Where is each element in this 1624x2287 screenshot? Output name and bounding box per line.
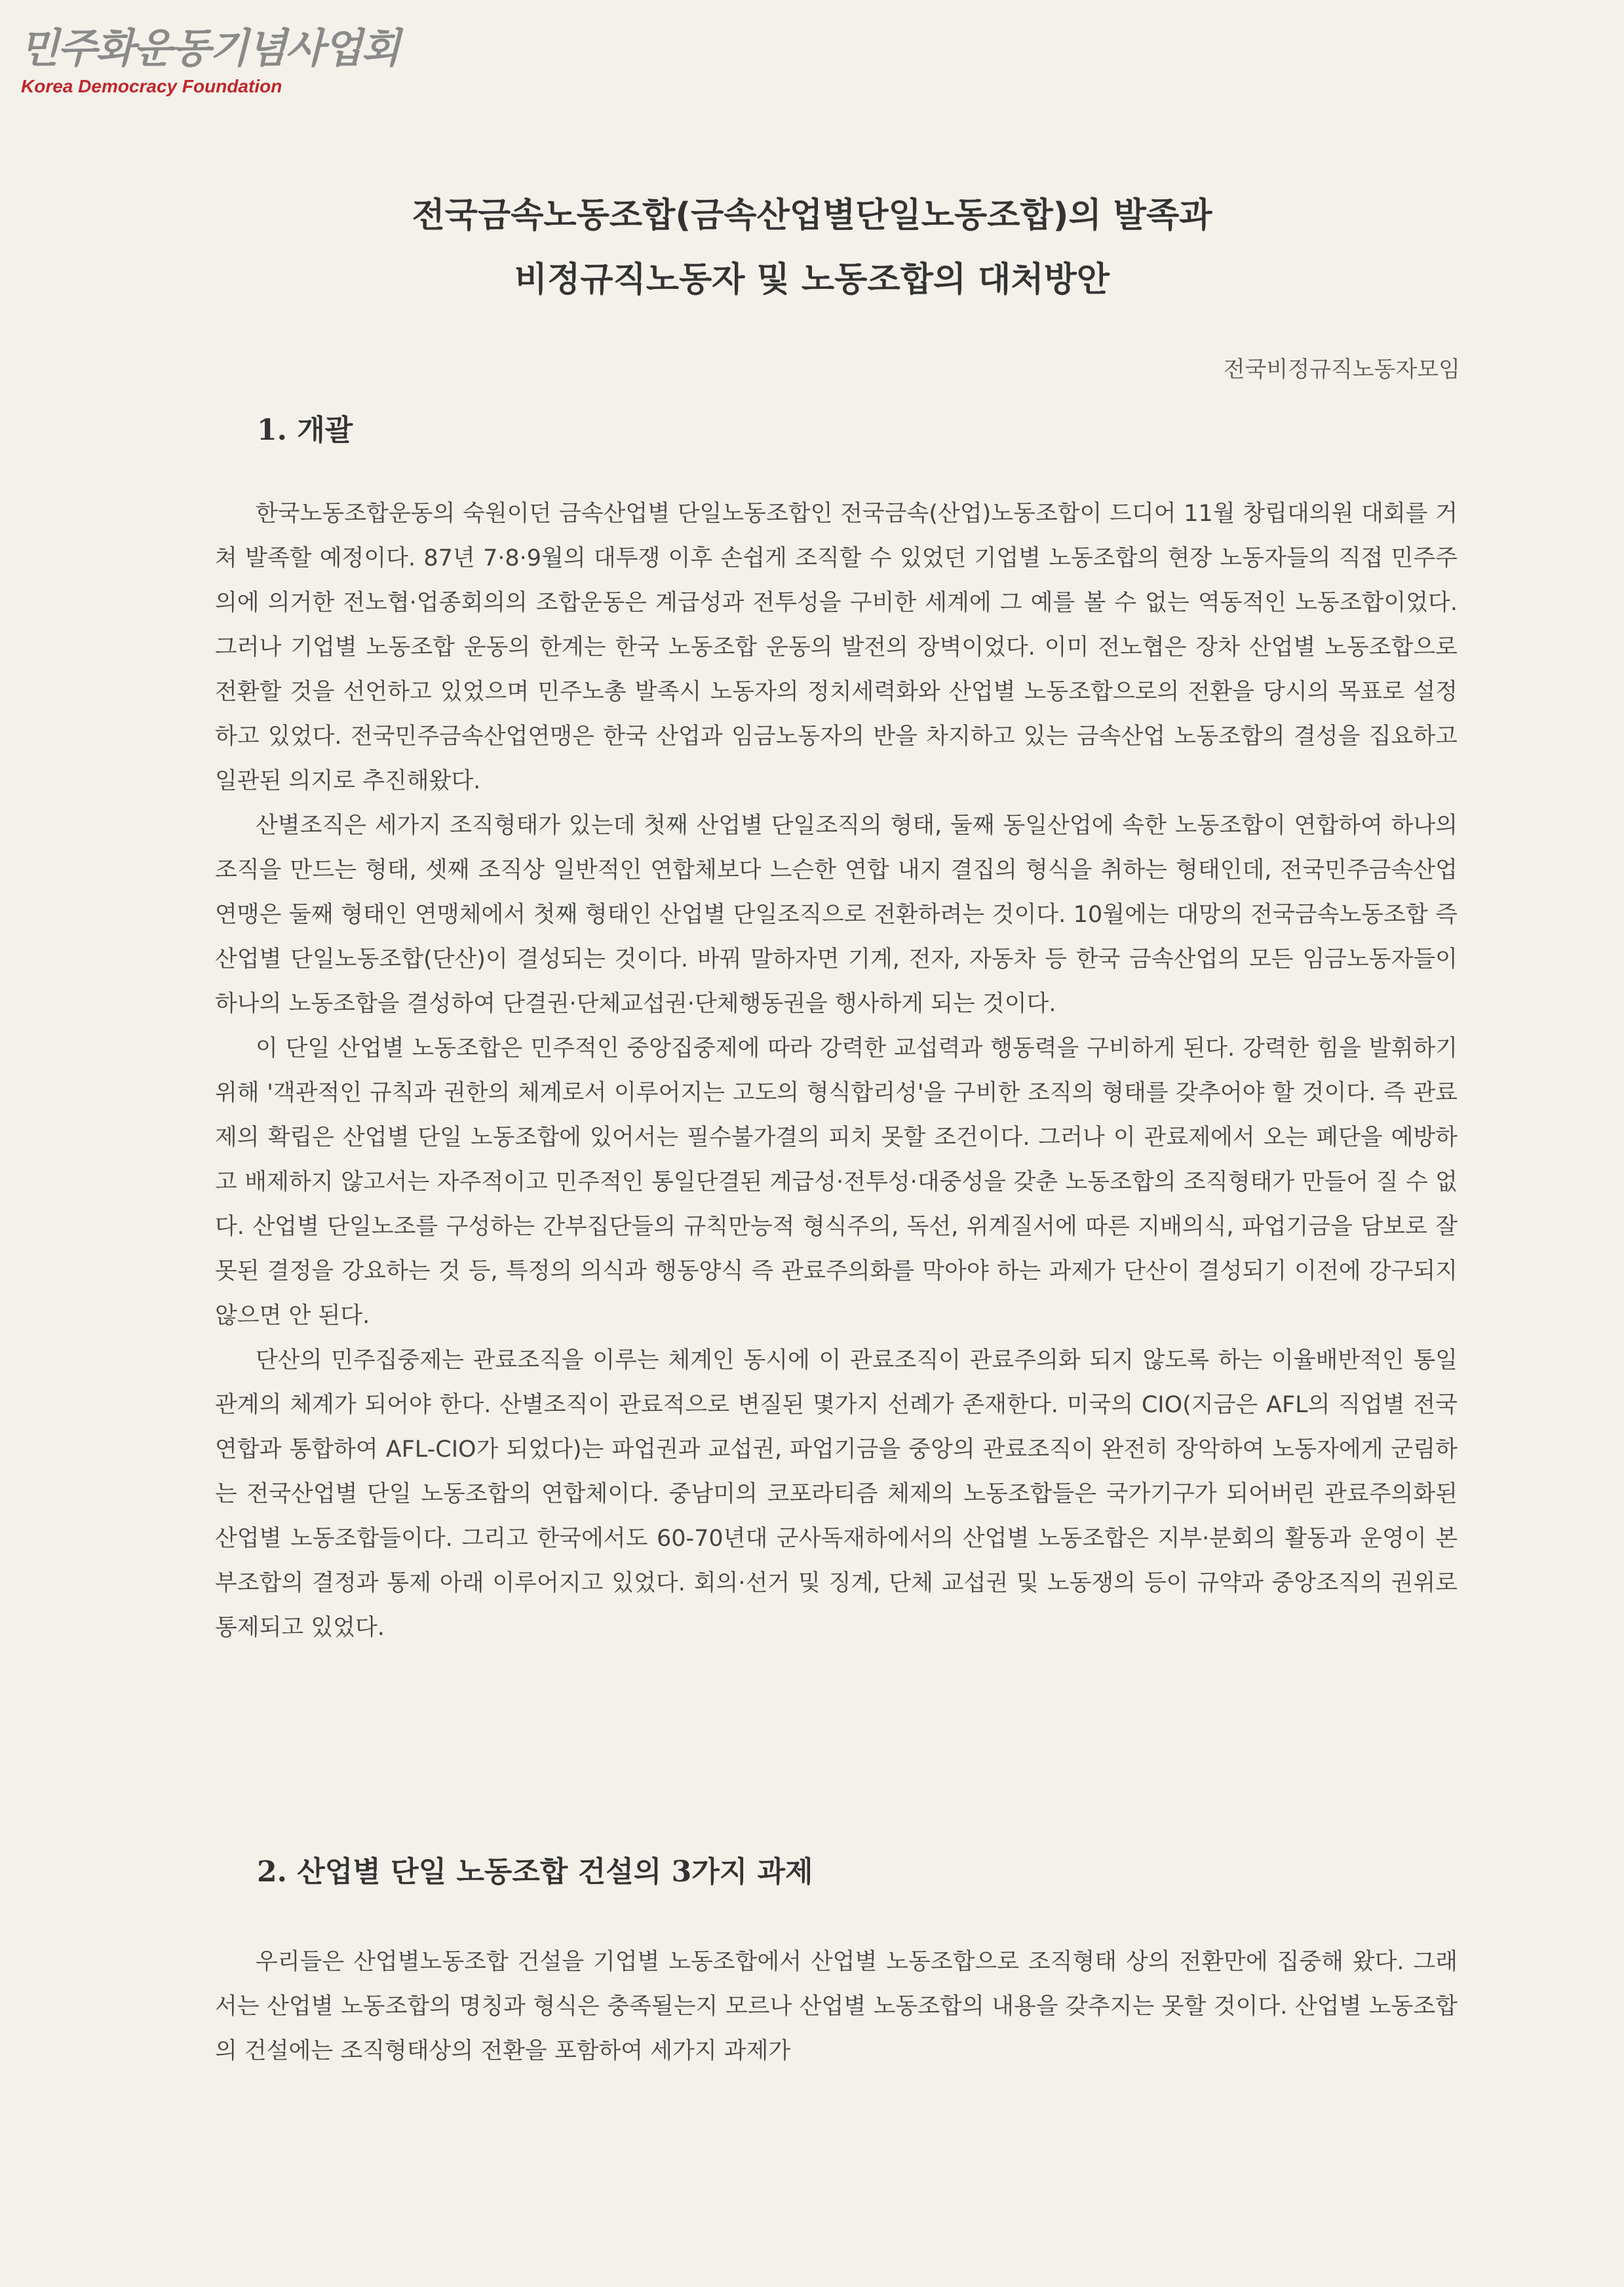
watermark-org-korean: 민주화운동기념사업회 <box>20 24 399 72</box>
paragraph: 우리들은 산업별노동조합 건설을 기업별 노동조합에서 산업별 노동조합으로 조직형태 상의 전환만에 집중해 왔다. 그래서는 산업별 노동조합의 명칭과 형식은 충족될는지 모르나 산업별 노동조합의 내용을 갖추지는 못할 것이다. 산업별 노동조합의 건설에는 조직형태상의 전환을 포함하여 세가지 과제가 <box>215 1949 1458 2064</box>
paragraph: 한국노동조합운동의 숙원이던 금속산업별 단일노동조합인 전국금속(산업)노동조합이 드디어 11월 창립대의원 대회를 거쳐 발족할 예정이다. 87년 7·8·9월의 대투쟁 이후 손쉽게 조직할 수 있었던 기업별 노동조합의 현장 노동자들의 직접 민주주의에 의거한 전노협·업종회의의 조합운동은 계급성과 전투성을 구비한 세계에 그 예를 볼 수 없는 역동적인 노동조합이었다. 그러나 기업별 노동조합 운동의 한계는 한국 노동조합 운동의 발전의 장벽이었다. 이미 전노협은 장차 산업별 노동조합으로 전환할 것을 선언하고 있었으며 민주노총 발족시 노동자의 정치세력화와 산업별 노동조합으로의 전환을 당시의 목표로 설정하고 있었다. 전국민주금속산업연맹은 한국 산업과 임금노동자의 반을 차지하고 있는 금속산업 노동조합의 결성을 집요하고 일관된 의지로 추진해왔다. <box>215 501 1458 794</box>
watermark-logo <box>20 24 399 100</box>
paragraph: 이 단일 산업별 노동조합은 민주적인 중앙집중제에 따라 강력한 교섭력과 행동력을 구비하게 된다. 강력한 힘을 발휘하기 위해 '객관적인 규칙과 권한의 체계로서 이루어지는 고도의 형식합리성'을 구비한 조직의 형태를 갖추어야 할 것이다. 즉 관료제의 확립은 산업별 단일 노동조합에 있어서는 필수불가결의 피치 못할 조건이다. 그러나 이 관료제에서 오는 폐단을 예방하고 배제하지 않고서는 자주적이고 민주적인 통일단결된 계급성·전투성·대중성을 갖춘 노동조합의 조직형태가 만들어 질 수 없다. 산업별 단일노조를 구성하는 간부집단들의 규칙만능적 형식주의, 독선, 위계질서에 따른 지배의식, 파업기금을 담보로 잘못된 결정을 강요하는 것 등, 특정의 의식과 행동양식 즉 관료주의화를 막아야 하는 과제가 단산이 결성되기 이전에 강구되지 않으면 안 된다. <box>215 1035 1458 1329</box>
section-heading-1: 1. 개괄 <box>257 413 353 447</box>
document-title <box>0 183 1624 312</box>
title-line-1: 전국금속노동조합(금속산업별단일노동조합)의 발족과 <box>412 196 1212 235</box>
paragraph: 단산의 민주집중제는 관료조직을 이루는 체계인 동시에 이 관료조직이 관료주의화 되지 않도록 하는 이율배반적인 통일관계의 체계가 되어야 한다. 산별조직이 관료적으로 변질된 몇가지 선례가 존재한다. 미국의 CIO(지금은 AFL의 직업별 전국연합과 통합하여 AFL-CIO가 되었다)는 파업권과 교섭권, 파업기금을 중앙의 관료조직이 완전히 장악하여 노동자에게 군림하는 전국산업별 단일 노동조합의 연합체이다. 중남미의 코포라티즘 체제의 노동조합들은 국가기구가 되어버린 관료주의화된 산업별 노동조합들이다. 그리고 한국에서도 60-70년대 군사독재하에서의 산업별 노동조합은 지부·분회의 활동과 운영이 본부조합의 결정과 통제 아래 이루어지고 있었다. 회의·선거 및 징계, 단체 교섭권 및 노동쟁의 등이 규약과 중앙조직의 권위로 통제되고 있었다. <box>215 1347 1458 1641</box>
section-heading-2: 2. 산업별 단일 노동조합 건설의 3가지 과제 <box>257 1855 813 1889</box>
title-line-2: 비정규직노동자 및 노동조합의 대처방안 <box>514 260 1110 299</box>
author: 전국비정규직노동자모임 <box>1223 356 1460 383</box>
section-2-body <box>215 1940 1458 2073</box>
paragraph: 산별조직은 세가지 조직형태가 있는데 첫째 산업별 단일조직의 형태, 둘째 동일산업에 속한 노동조합이 연합하여 하나의 조직을 만드는 형태, 셋째 조직상 일반적인 연합체보다 느슨한 연합 내지 결집의 형식을 취하는 형태인데, 전국민주금속산업연맹은 둘째 형태인 연맹체에서 첫째 형태인 산업별 단일조직으로 전환하려는 것이다. 10월에는 대망의 전국금속노동조합 즉 산업별 단일노동조합(단산)이 결성되는 것이다. 바꿔 말하자면 기계, 전자, 자동차 등 한국 금속산업의 모든 임금노동자들이 하나의 노동조합을 결성하여 단결권·단체교섭권·단체행동권을 행사하게 되는 것이다. <box>215 813 1458 1017</box>
watermark-org-english: Korea Democracy Foundation <box>21 76 282 96</box>
section-1-body <box>215 491 1458 1650</box>
